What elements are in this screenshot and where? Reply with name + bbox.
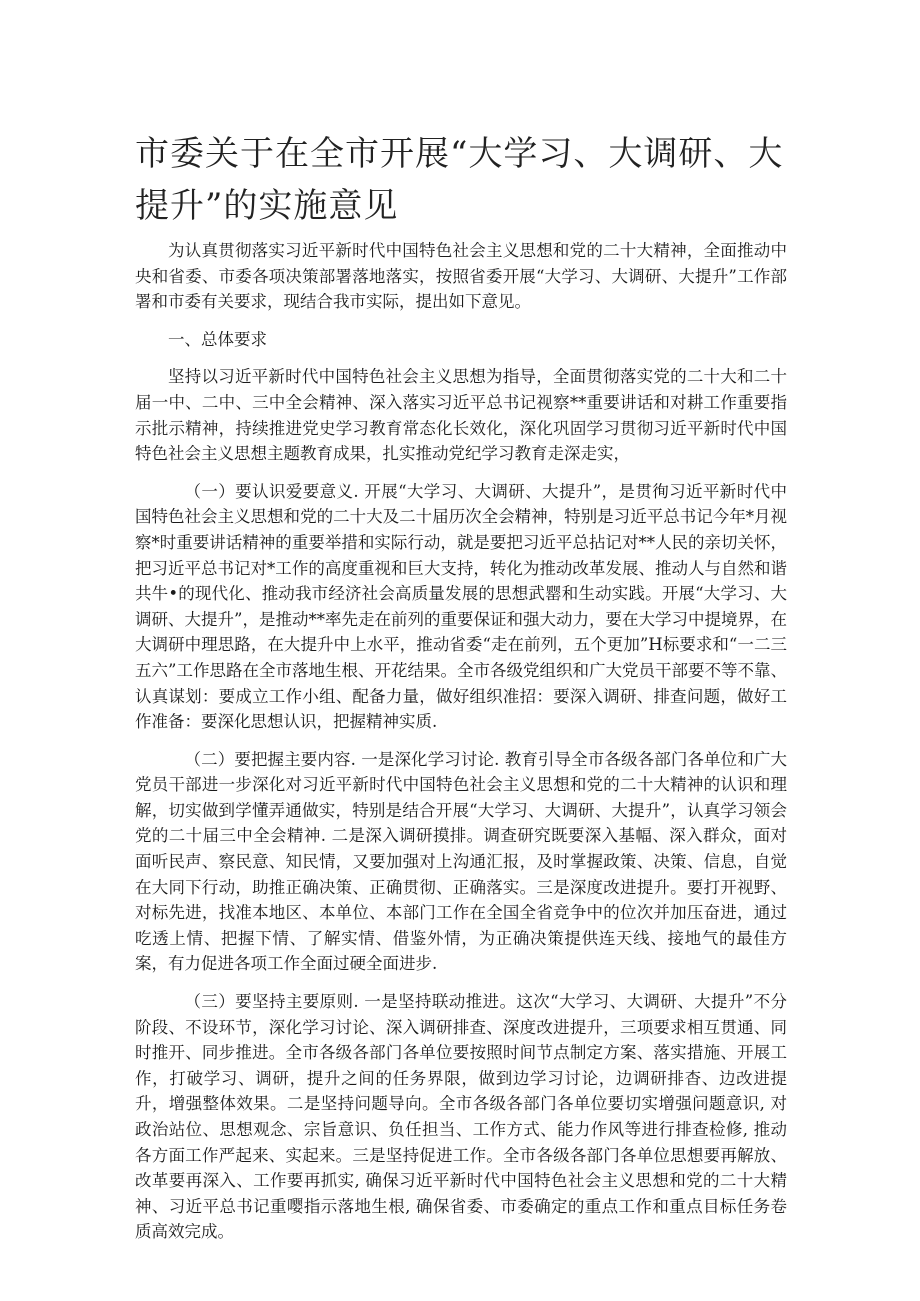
subsection-paragraph-1: （一）要认识爱要意义. 开展“大学习、大调研、大提升”，是贯徇习近平新时代中国特色社会主义思想和党的二十大及二十届历次全会精神，特别是习近平总书记今年*月视察*时重要讲话精神的重要举措和实际行动，就是要把习近平总拈记对**人民的亲切关怀，把习近平总书记对*工作的高度重视和巨大支持，转化为推动改革发展、推动人与自然和谐共牛•的现代化、推动我市经济社会高质量发展的思想武罂和生动实践。开展“大学习、大调研、大提升”，是推动**率先走在前列的重要保证和强大动力，要在大学习中提境界，在大调研中理思路，在大提升中上水平，推动省委“走在前列，五个更加”H标要求和“一二三五六”工作思路在全市落地生根、开花结果。全市各级党组织和广大党员干部要不等不靠、认真谋划：要成立工作小组、配备力量，做好组织准招：要深入调研、排查问题，做好工作准备：要深化思想认识，把握精神实质. — [135, 481, 787, 732]
subsection-paragraph-2: （二）要把握主要内容. 一是深化学习讨论. 教育引导全市各级各部门各单位和广大党员干部进一步深化对习近平新时代中国特色社会主义思想和党的二十大精神的认识和理解，切实做到学懂弄通做实，特别是结合开展“大学习、大调研、大提升”，认真学习领会党的二十届三中全会精神. 二是深入调研摸排。调查研究既要深入基幅、深入群众，面对面听民声、察民意、知民情，又要加强对上沟通汇报，及时掌握政策、决策、信息，自觉在大同下行动，助推正确决策、正确贯彻、正确落实。三是深度改进提升。要打开视野、对标先进，找准本地区、本单位、本部门工作在全国全省竞争中的位次并加压奋进，通过吃透上情、把握下情、了解实情、借鉴外情，为正确决策提供连天线、接地气的最佳方案，有力促进各项工作全面过硬全面进步. — [135, 749, 787, 974]
body-paragraph: 坚持以习近平新时代中国特色社会主义思想为指导，全面贯彻落实党的二十大和二十届一中、二中、三中全会精神、深入落实习近平总书记视察**重要讲话和对耕工作重要指示批示精神，持续推进党史学习教育常态化长效化，深化巩固学习贯彻习近平新时代中国特色社会主义思想主题教育成果，扎实推动党纪学习教育走深走实， — [135, 367, 787, 464]
section-heading: 一、总体要求 — [168, 329, 267, 349]
document-body — [135, 238, 787, 1257]
subsection-paragraph-3: （三）要坚持主要原则. 一是坚持联动推进。这次“大学习、大调研、大提升”不分阶段、不设环节，深化学习讨论、深入调研排查、深度改进提升，三项要求相互贯通、同时推开、同步推进。全市各级各部门各单位要按照时间节点制定方案、落实措施、开展工作，打破学习、调研，提升之间的任务界限，做到边学习讨论，边调研排杳、边改进提升，增强整体效果。二是坚持问题导向。全市各级各部门各单位要切实增强问题意识, 对政治站位、思想观念、宗旨意识、负任担当、工作方式、能力作风等进行排查检修, 推动各方面工作严起来、实起来。三是坚持促进工作。全市各级各部门各单位思想要再解放、改革要再深入、工作要再抓实, 确保习近平新时代中国特色社会主义思想和党的二十大精神、习近平总书记重嘤指示落地生根, 确保省委、市委确定的重点工作和重点目标任务卷质高效完成。 — [135, 992, 787, 1242]
intro-paragraph: 为认真贯彻落实习近平新时代中国特色社会主义思想和党的二十大精神，全面推动中央和省委、市委各项决策部署落地落实，按照省委开展“大学习、大调研、大提升”工作部署和市委有关要求，现结合我市实际，提出如下意见。 — [135, 241, 787, 312]
document-title: 市委关于在全市开展“大学习、大调研、大提升”的实施意见 — [135, 134, 784, 226]
